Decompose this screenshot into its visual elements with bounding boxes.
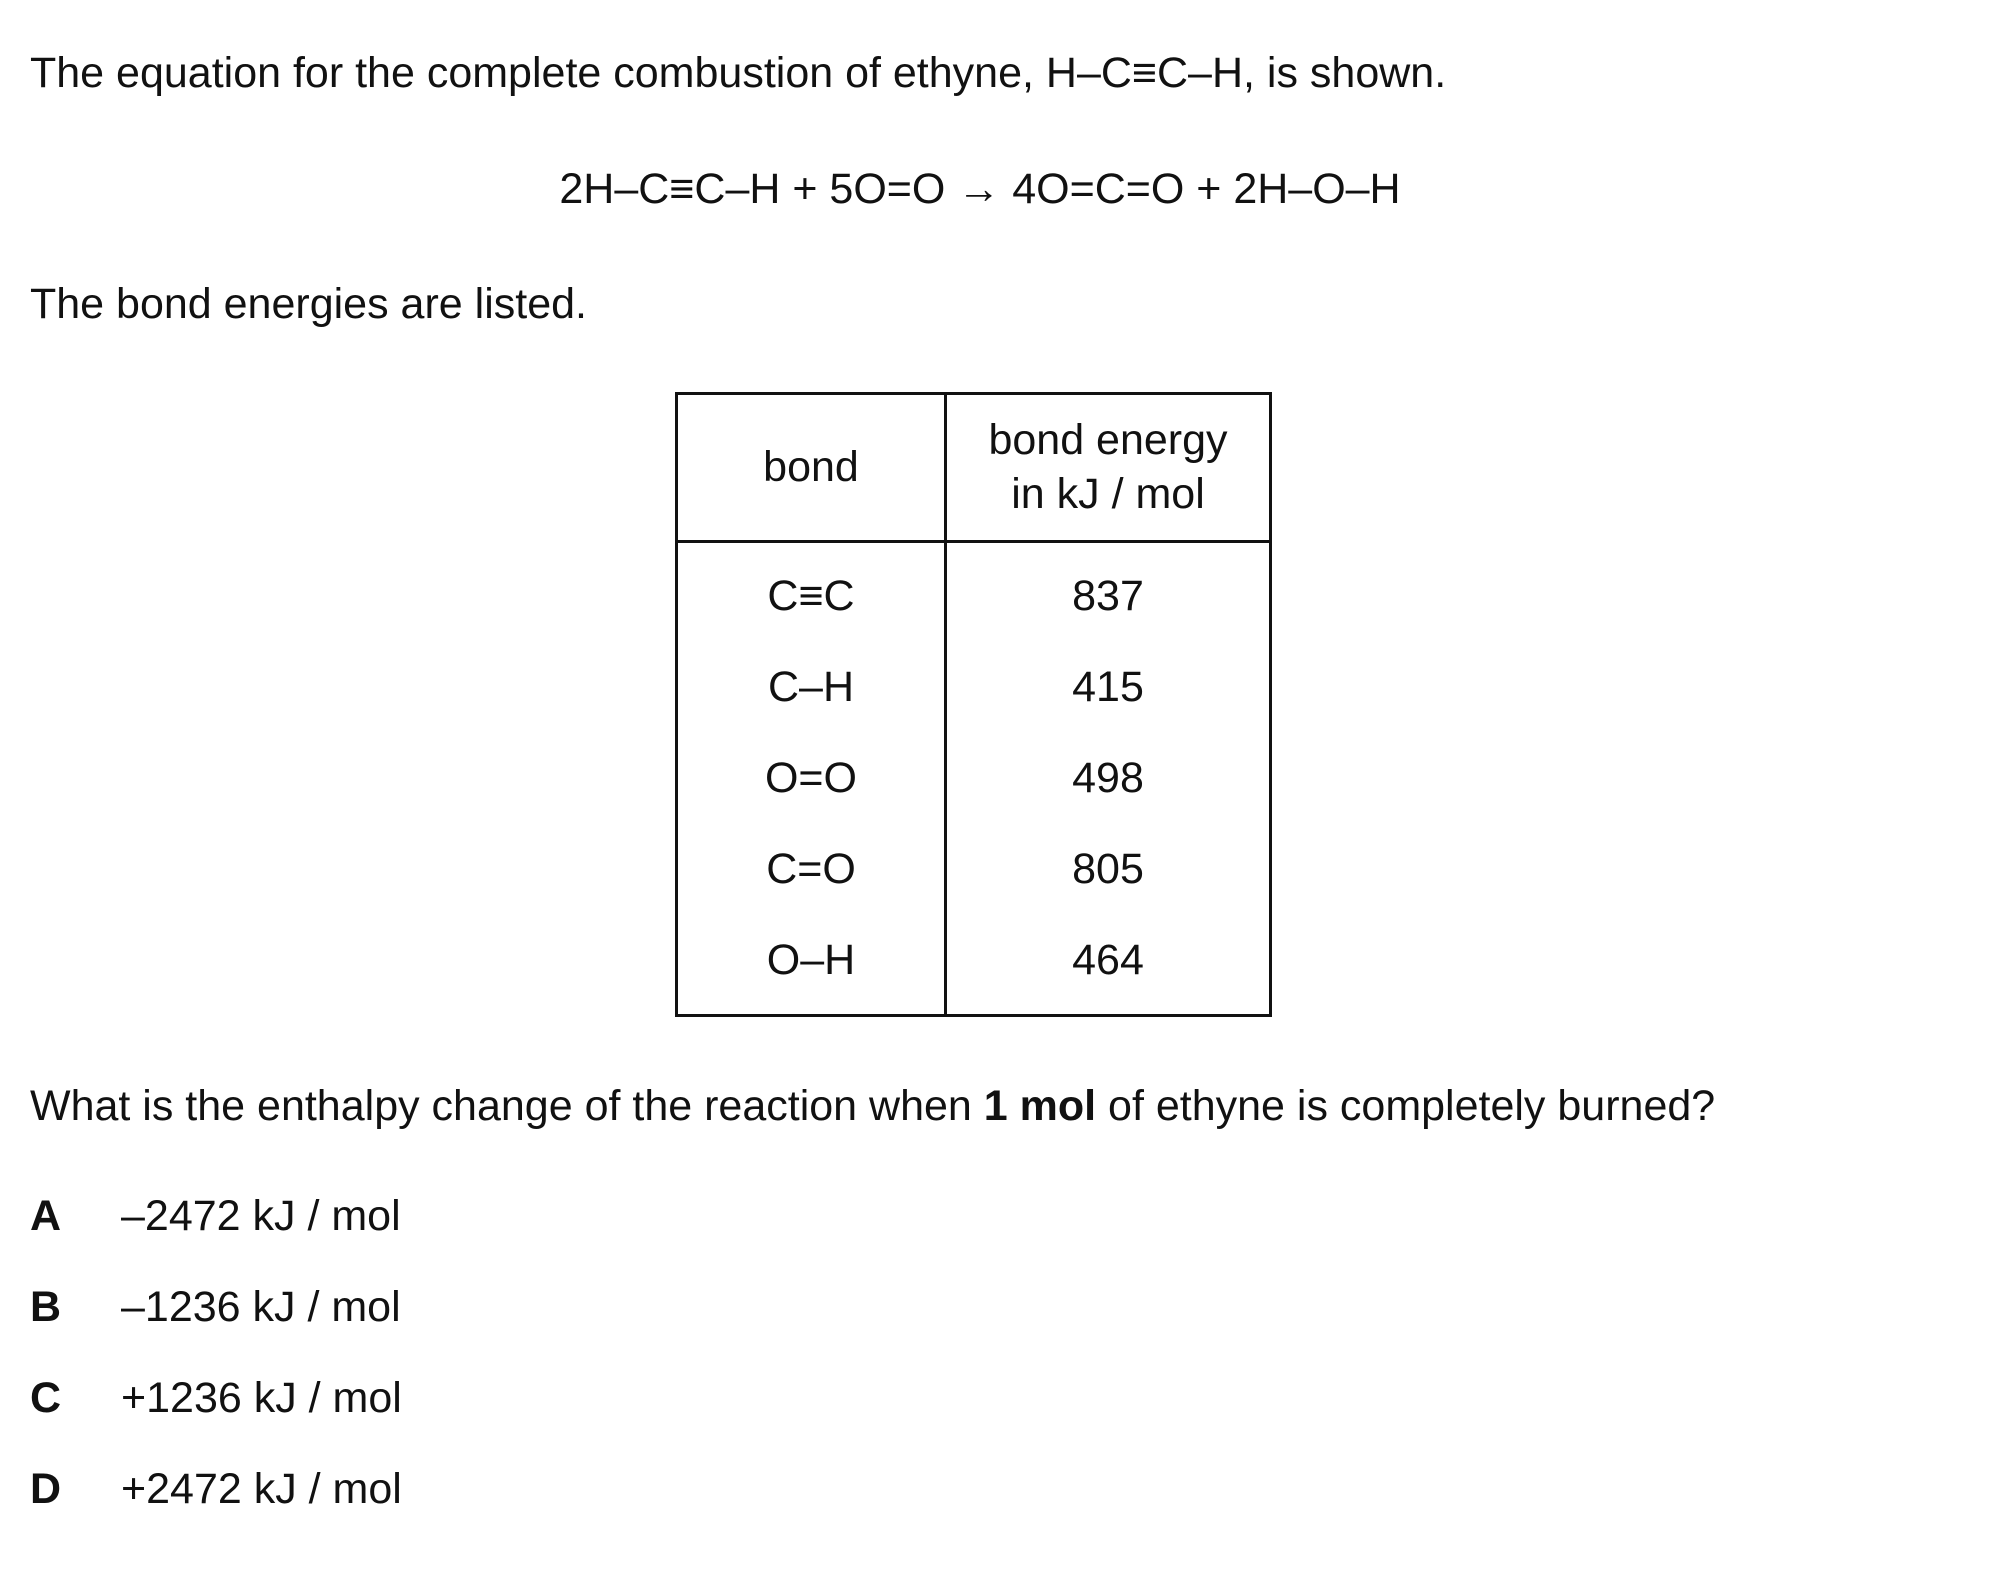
energy-cell: 415	[946, 642, 1271, 733]
option-d[interactable]	[30, 1465, 402, 1559]
bond-cell: C=O	[677, 824, 946, 915]
table-row	[677, 542, 1271, 643]
question-after: of ethyne is completely burned?	[1096, 1082, 1716, 1130]
option-c[interactable]	[30, 1374, 402, 1468]
bond-energies-intro: The bond energies are listed.	[30, 280, 587, 328]
option-text: +1236 kJ / mol	[121, 1374, 402, 1422]
option-letter: B	[30, 1283, 62, 1331]
bond-energy-table	[675, 392, 1272, 1017]
table-row	[677, 642, 1271, 733]
table-row	[677, 915, 1271, 1016]
option-text: –2472 kJ / mol	[121, 1192, 401, 1240]
answer-options	[30, 1192, 402, 1559]
option-a[interactable]	[30, 1192, 402, 1286]
bond-cell: C–H	[677, 642, 946, 733]
question-emphasis: 1 mol	[983, 1082, 1097, 1130]
bond-cell: O–H	[677, 915, 946, 1016]
option-letter: C	[30, 1374, 62, 1422]
header-bond: bond	[677, 394, 946, 542]
option-b[interactable]	[30, 1283, 402, 1377]
option-letter: A	[30, 1192, 62, 1240]
question-text	[30, 1082, 1716, 1130]
header-energy-line1: bond energy	[988, 415, 1228, 464]
bond-cell: C≡C	[677, 542, 946, 643]
header-energy-line2: in kJ / mol	[1011, 469, 1205, 518]
energy-cell: 805	[946, 824, 1271, 915]
bond-cell: O=O	[677, 733, 946, 824]
table-row	[677, 733, 1271, 824]
energy-cell: 498	[946, 733, 1271, 824]
table-header-row	[677, 394, 1271, 542]
table-row	[677, 824, 1271, 915]
energy-cell: 464	[946, 915, 1271, 1016]
combustion-equation: 2H–C≡C–H + 5O=O → 4O=C=O + 2H–O–H	[559, 165, 1401, 213]
intro-text: The equation for the complete combustion of ethyne, H–C≡C–H, is shown.	[30, 49, 1447, 97]
energy-cell: 837	[946, 542, 1271, 643]
header-bond-energy	[946, 394, 1271, 542]
option-letter: D	[30, 1465, 62, 1513]
option-text: –1236 kJ / mol	[121, 1283, 401, 1331]
option-text: +2472 kJ / mol	[121, 1465, 402, 1513]
question-before: What is the enthalpy change of the reaction when	[30, 1082, 984, 1130]
